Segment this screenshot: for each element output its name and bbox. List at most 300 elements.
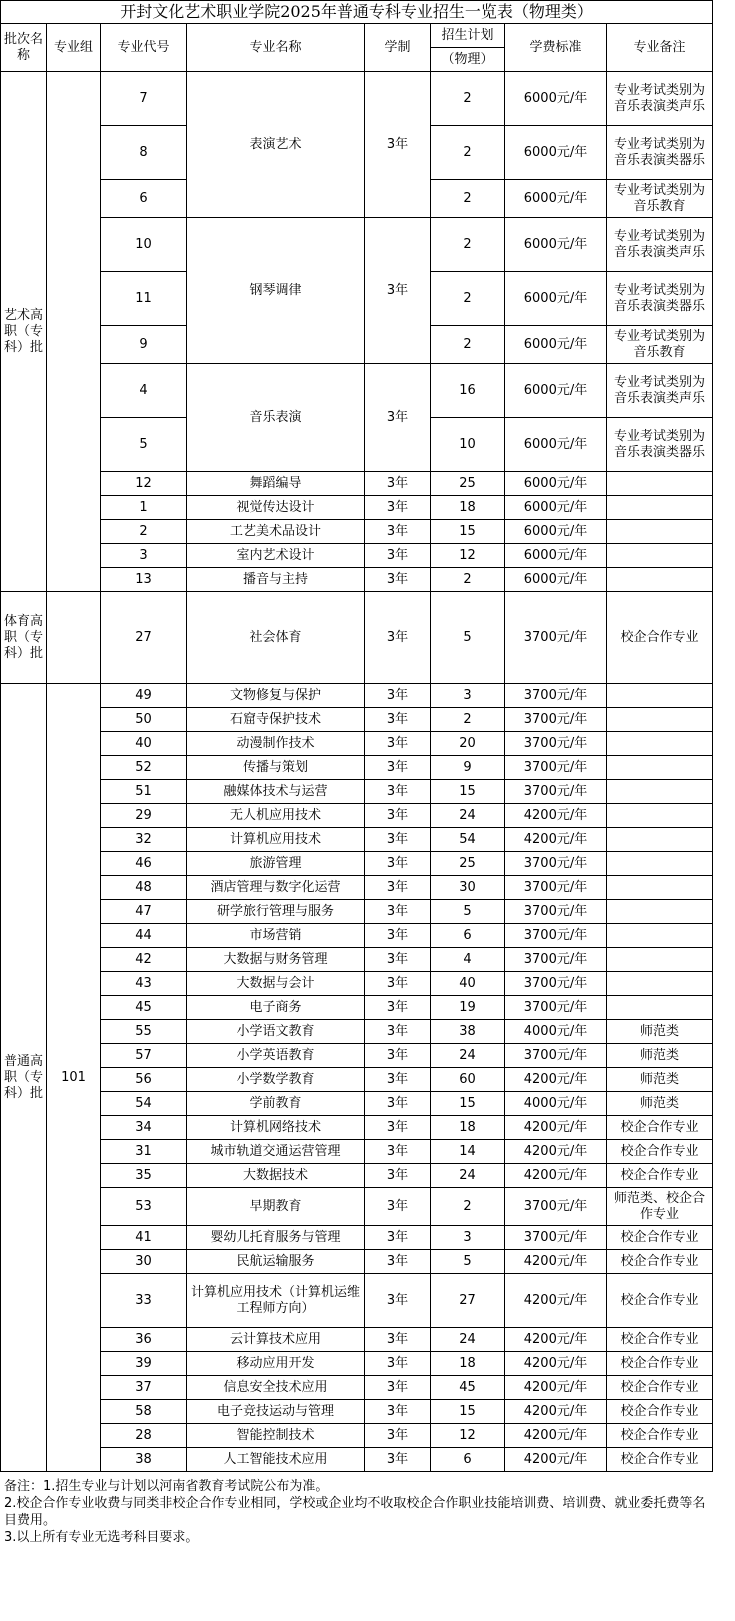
cell-remark xyxy=(607,732,713,756)
cell-tuition: 6000元/年 xyxy=(505,364,607,418)
table-row xyxy=(1,708,713,732)
cell-name: 小学语文教育 xyxy=(187,1020,365,1044)
cell-tuition: 4200元/年 xyxy=(505,1116,607,1140)
cell-code: 13 xyxy=(101,568,187,592)
cell-name: 信息安全技术应用 xyxy=(187,1376,365,1400)
cell-tuition: 6000元/年 xyxy=(505,496,607,520)
cell-tuition: 4200元/年 xyxy=(505,1274,607,1328)
cell-plan: 9 xyxy=(431,756,505,780)
header-batch: 批次名称 xyxy=(1,24,47,72)
cell-code: 31 xyxy=(101,1140,187,1164)
table-row xyxy=(1,996,713,1020)
cell-duration: 3年 xyxy=(365,520,431,544)
cell-remark xyxy=(607,472,713,496)
cell-code: 37 xyxy=(101,1376,187,1400)
cell-plan: 12 xyxy=(431,1424,505,1448)
header-tuition: 学费标准 xyxy=(505,24,607,72)
table-row xyxy=(1,1424,713,1448)
cell-plan: 18 xyxy=(431,1352,505,1376)
cell-tuition: 6000元/年 xyxy=(505,218,607,272)
table-row xyxy=(1,1448,713,1472)
cell-name: 电子竞技运动与管理 xyxy=(187,1400,365,1424)
cell-plan: 24 xyxy=(431,1044,505,1068)
cell-tuition: 4200元/年 xyxy=(505,1140,607,1164)
cell-name: 旅游管理 xyxy=(187,852,365,876)
cell-duration: 3年 xyxy=(365,218,431,364)
cell-plan: 24 xyxy=(431,1164,505,1188)
cell-plan: 54 xyxy=(431,828,505,852)
cell-duration: 3年 xyxy=(365,1020,431,1044)
cell-code: 54 xyxy=(101,1092,187,1116)
table-row xyxy=(1,876,713,900)
batch-general: 普通高职（专科）批 xyxy=(1,684,47,1472)
cell-name: 传播与策划 xyxy=(187,756,365,780)
cell-remark xyxy=(607,924,713,948)
general-batch-rows xyxy=(1,684,713,1472)
cell-tuition: 4200元/年 xyxy=(505,804,607,828)
cell-remark xyxy=(607,804,713,828)
cell-duration: 3年 xyxy=(365,924,431,948)
table-row xyxy=(1,1274,713,1328)
cell-name: 移动应用开发 xyxy=(187,1352,365,1376)
cell-tuition: 6000元/年 xyxy=(505,72,607,126)
cell-duration: 3年 xyxy=(365,828,431,852)
header-remark: 专业备注 xyxy=(607,24,713,72)
table-row xyxy=(1,1226,713,1250)
cell-duration: 3年 xyxy=(365,472,431,496)
cell-tuition: 4000元/年 xyxy=(505,1020,607,1044)
cell-name: 计算机网络技术 xyxy=(187,1116,365,1140)
cell-code: 57 xyxy=(101,1044,187,1068)
table-row xyxy=(1,1020,713,1044)
cell-duration: 3年 xyxy=(365,1424,431,1448)
cell-duration: 3年 xyxy=(365,1448,431,1472)
cell-name: 舞蹈编导 xyxy=(187,472,365,496)
cell-name: 大数据与财务管理 xyxy=(187,948,365,972)
cell-code: 29 xyxy=(101,804,187,828)
cell-remark: 专业考试类别为音乐表演类声乐 xyxy=(607,364,713,418)
cell-remark xyxy=(607,852,713,876)
cell-name: 酒店管理与数字化运营 xyxy=(187,876,365,900)
cell-tuition: 4200元/年 xyxy=(505,828,607,852)
table-row xyxy=(1,1044,713,1068)
cell-remark: 校企合作专业 xyxy=(607,1376,713,1400)
cell-plan: 15 xyxy=(431,520,505,544)
cell-duration: 3年 xyxy=(365,1376,431,1400)
cell-name: 智能控制技术 xyxy=(187,1424,365,1448)
cell-name: 表演艺术 xyxy=(187,72,365,218)
cell-name: 城市轨道交通运营管理 xyxy=(187,1140,365,1164)
table-row xyxy=(1,804,713,828)
cell-code: 43 xyxy=(101,972,187,996)
cell-plan: 38 xyxy=(431,1020,505,1044)
cell-name: 研学旅行管理与服务 xyxy=(187,900,365,924)
table-row xyxy=(1,1092,713,1116)
cell-duration: 3年 xyxy=(365,852,431,876)
cell-code: 2 xyxy=(101,520,187,544)
cell-name: 学前教育 xyxy=(187,1092,365,1116)
table-row xyxy=(1,1140,713,1164)
cell-code: 12 xyxy=(101,472,187,496)
cell-code: 28 xyxy=(101,1424,187,1448)
cell-duration: 3年 xyxy=(365,732,431,756)
cell-remark xyxy=(607,972,713,996)
cell-code: 8 xyxy=(101,126,187,180)
table-row xyxy=(1,756,713,780)
cell-name: 室内艺术设计 xyxy=(187,544,365,568)
cell-code: 41 xyxy=(101,1226,187,1250)
cell-plan: 14 xyxy=(431,1140,505,1164)
cell-plan: 3 xyxy=(431,1226,505,1250)
cell-plan: 5 xyxy=(431,900,505,924)
cell-remark: 专业考试类别为音乐表演类器乐 xyxy=(607,126,713,180)
cell-name: 动漫制作技术 xyxy=(187,732,365,756)
cell-duration: 3年 xyxy=(365,996,431,1020)
cell-tuition: 3700元/年 xyxy=(505,1188,607,1226)
table-row xyxy=(1,780,713,804)
table-row xyxy=(1,852,713,876)
cell-name: 民航运输服务 xyxy=(187,1250,365,1274)
cell-remark: 校企合作专业 xyxy=(607,1250,713,1274)
cell-duration: 3年 xyxy=(365,1400,431,1424)
cell-tuition: 6000元/年 xyxy=(505,180,607,218)
cell-remark: 校企合作专业 xyxy=(607,592,713,684)
note-3: 3.以上所有专业无选考科目要求。 xyxy=(4,1530,199,1545)
cell-plan: 2 xyxy=(431,326,505,364)
table-row xyxy=(1,1116,713,1140)
cell-tuition: 3700元/年 xyxy=(505,900,607,924)
batch-art: 艺术高职（专科）批 xyxy=(1,72,47,592)
cell-code: 3 xyxy=(101,544,187,568)
cell-tuition: 6000元/年 xyxy=(505,418,607,472)
table-row xyxy=(1,948,713,972)
cell-tuition: 3700元/年 xyxy=(505,996,607,1020)
cell-plan: 2 xyxy=(431,1188,505,1226)
cell-name: 视觉传达设计 xyxy=(187,496,365,520)
cell-code: 55 xyxy=(101,1020,187,1044)
cell-code: 5 xyxy=(101,418,187,472)
cell-plan: 16 xyxy=(431,364,505,418)
cell-tuition: 4200元/年 xyxy=(505,1352,607,1376)
cell-code: 1 xyxy=(101,496,187,520)
cell-duration: 3年 xyxy=(365,804,431,828)
table-row xyxy=(1,1188,713,1226)
cell-code: 52 xyxy=(101,756,187,780)
group-art xyxy=(47,72,101,592)
cell-name: 婴幼儿托育服务与管理 xyxy=(187,1226,365,1250)
cell-remark: 校企合作专业 xyxy=(607,1140,713,1164)
cell-duration: 3年 xyxy=(365,1044,431,1068)
cell-remark: 师范类、校企合作专业 xyxy=(607,1188,713,1226)
cell-plan: 15 xyxy=(431,1400,505,1424)
cell-plan: 30 xyxy=(431,876,505,900)
cell-remark: 专业考试类别为音乐表演类声乐 xyxy=(607,218,713,272)
cell-remark: 师范类 xyxy=(607,1044,713,1068)
cell-code: 6 xyxy=(101,180,187,218)
cell-duration: 3年 xyxy=(365,1068,431,1092)
cell-code: 53 xyxy=(101,1188,187,1226)
cell-name: 文物修复与保护 xyxy=(187,684,365,708)
cell-code: 33 xyxy=(101,1274,187,1328)
header-group: 专业组 xyxy=(47,24,101,72)
cell-duration: 3年 xyxy=(365,876,431,900)
cell-tuition: 4000元/年 xyxy=(505,1092,607,1116)
cell-remark xyxy=(607,876,713,900)
cell-duration: 3年 xyxy=(365,948,431,972)
cell-code: 51 xyxy=(101,780,187,804)
cell-name: 播音与主持 xyxy=(187,568,365,592)
cell-code: 11 xyxy=(101,272,187,326)
cell-plan: 4 xyxy=(431,948,505,972)
cell-plan: 27 xyxy=(431,1274,505,1328)
cell-code: 35 xyxy=(101,1164,187,1188)
cell-tuition: 4200元/年 xyxy=(505,1328,607,1352)
cell-plan: 24 xyxy=(431,1328,505,1352)
cell-code: 7 xyxy=(101,72,187,126)
cell-code: 9 xyxy=(101,326,187,364)
cell-remark: 师范类 xyxy=(607,1020,713,1044)
cell-name: 人工智能技术应用 xyxy=(187,1448,365,1472)
group-sport xyxy=(47,592,101,684)
table-row xyxy=(1,972,713,996)
table-row xyxy=(1,1068,713,1092)
cell-duration: 3年 xyxy=(365,1226,431,1250)
cell-name: 钢琴调律 xyxy=(187,218,365,364)
cell-remark: 专业考试类别为音乐教育 xyxy=(607,326,713,364)
cell-plan: 25 xyxy=(431,472,505,496)
cell-duration: 3年 xyxy=(365,1328,431,1352)
cell-duration: 3年 xyxy=(365,1140,431,1164)
cell-name: 电子商务 xyxy=(187,996,365,1020)
cell-remark: 校企合作专业 xyxy=(607,1274,713,1328)
cell-tuition: 3700元/年 xyxy=(505,1226,607,1250)
cell-plan: 20 xyxy=(431,732,505,756)
table-row xyxy=(1,828,713,852)
cell-tuition: 3700元/年 xyxy=(505,780,607,804)
cell-tuition: 6000元/年 xyxy=(505,126,607,180)
cell-tuition: 6000元/年 xyxy=(505,568,607,592)
cell-plan: 15 xyxy=(431,1092,505,1116)
cell-duration: 3年 xyxy=(365,1188,431,1226)
cell-tuition: 3700元/年 xyxy=(505,948,607,972)
cell-name: 石窟寺保护技术 xyxy=(187,708,365,732)
cell-plan: 12 xyxy=(431,544,505,568)
cell-remark xyxy=(607,520,713,544)
header-code: 专业代号 xyxy=(101,24,187,72)
cell-tuition: 3700元/年 xyxy=(505,972,607,996)
cell-plan: 2 xyxy=(431,72,505,126)
group-general: 101 xyxy=(47,684,101,1472)
cell-name: 社会体育 xyxy=(187,592,365,684)
cell-tuition: 3700元/年 xyxy=(505,732,607,756)
cell-name: 早期教育 xyxy=(187,1188,365,1226)
cell-duration: 3年 xyxy=(365,900,431,924)
cell-tuition: 4200元/年 xyxy=(505,1424,607,1448)
cell-plan: 3 xyxy=(431,684,505,708)
table-title: 开封文化艺术职业学院2025年普通专科专业招生一览表（物理类） xyxy=(1,1,713,24)
cell-plan: 60 xyxy=(431,1068,505,1092)
cell-remark: 校企合作专业 xyxy=(607,1352,713,1376)
table-row xyxy=(1,1328,713,1352)
cell-plan: 5 xyxy=(431,592,505,684)
cell-plan: 45 xyxy=(431,1376,505,1400)
header-plan-sub: （物理） xyxy=(431,48,505,72)
cell-remark xyxy=(607,544,713,568)
cell-duration: 3年 xyxy=(365,72,431,218)
note-2: 2.校企合作专业收费与同类非校企合作专业相同，学校或企业均不收取校企合作职业技能培训费、培训费、就业委托费等名目费用。 xyxy=(4,1496,706,1528)
cell-remark xyxy=(607,828,713,852)
cell-plan: 2 xyxy=(431,180,505,218)
cell-code: 36 xyxy=(101,1328,187,1352)
table-row xyxy=(1,684,713,708)
batch-sport: 体育高职（专科）批 xyxy=(1,592,47,684)
cell-tuition: 3700元/年 xyxy=(505,1044,607,1068)
note-1: 备注：1.招生专业与计划以河南省教育考试院公布为准。 xyxy=(4,1479,329,1494)
cell-duration: 3年 xyxy=(365,1164,431,1188)
cell-plan: 25 xyxy=(431,852,505,876)
cell-code: 39 xyxy=(101,1352,187,1376)
table-row xyxy=(1,1352,713,1376)
cell-duration: 3年 xyxy=(365,592,431,684)
cell-tuition: 3700元/年 xyxy=(505,852,607,876)
cell-remark: 师范类 xyxy=(607,1068,713,1092)
cell-remark: 校企合作专业 xyxy=(607,1164,713,1188)
cell-plan: 19 xyxy=(431,996,505,1020)
cell-tuition: 3700元/年 xyxy=(505,684,607,708)
cell-tuition: 4200元/年 xyxy=(505,1400,607,1424)
cell-remark: 校企合作专业 xyxy=(607,1226,713,1250)
cell-name: 融媒体技术与运营 xyxy=(187,780,365,804)
cell-tuition: 3700元/年 xyxy=(505,708,607,732)
cell-duration: 3年 xyxy=(365,756,431,780)
cell-duration: 3年 xyxy=(365,1274,431,1328)
table-row xyxy=(1,1164,713,1188)
cell-plan: 40 xyxy=(431,972,505,996)
cell-plan: 15 xyxy=(431,780,505,804)
table-row xyxy=(1,732,713,756)
cell-code: 58 xyxy=(101,1400,187,1424)
cell-name: 小学英语教育 xyxy=(187,1044,365,1068)
cell-remark xyxy=(607,780,713,804)
table-row xyxy=(1,924,713,948)
cell-tuition: 4200元/年 xyxy=(505,1164,607,1188)
cell-code: 47 xyxy=(101,900,187,924)
table-row xyxy=(1,1400,713,1424)
cell-tuition: 6000元/年 xyxy=(505,472,607,496)
cell-tuition: 6000元/年 xyxy=(505,520,607,544)
cell-code: 38 xyxy=(101,1448,187,1472)
cell-code: 32 xyxy=(101,828,187,852)
cell-plan: 18 xyxy=(431,496,505,520)
cell-code: 49 xyxy=(101,684,187,708)
cell-remark xyxy=(607,996,713,1020)
cell-name: 市场营销 xyxy=(187,924,365,948)
cell-tuition: 3700元/年 xyxy=(505,592,607,684)
cell-code: 50 xyxy=(101,708,187,732)
cell-remark: 校企合作专业 xyxy=(607,1424,713,1448)
cell-code: 42 xyxy=(101,948,187,972)
cell-plan: 2 xyxy=(431,708,505,732)
cell-remark: 专业考试类别为音乐教育 xyxy=(607,180,713,218)
cell-tuition: 6000元/年 xyxy=(505,272,607,326)
cell-code: 4 xyxy=(101,364,187,418)
cell-code: 45 xyxy=(101,996,187,1020)
header-name: 专业名称 xyxy=(187,24,365,72)
cell-tuition: 3700元/年 xyxy=(505,876,607,900)
cell-code: 48 xyxy=(101,876,187,900)
cell-remark xyxy=(607,496,713,520)
cell-plan: 2 xyxy=(431,218,505,272)
cell-name: 无人机应用技术 xyxy=(187,804,365,828)
cell-duration: 3年 xyxy=(365,780,431,804)
cell-plan: 5 xyxy=(431,1250,505,1274)
cell-duration: 3年 xyxy=(365,708,431,732)
cell-duration: 3年 xyxy=(365,364,431,472)
notes xyxy=(0,1472,712,1546)
cell-name: 计算机应用技术 xyxy=(187,828,365,852)
cell-remark: 专业考试类别为音乐表演类器乐 xyxy=(607,272,713,326)
cell-duration: 3年 xyxy=(365,496,431,520)
cell-code: 44 xyxy=(101,924,187,948)
cell-code: 46 xyxy=(101,852,187,876)
cell-duration: 3年 xyxy=(365,684,431,708)
cell-remark: 专业考试类别为音乐表演类声乐 xyxy=(607,72,713,126)
cell-remark xyxy=(607,684,713,708)
table-row xyxy=(1,1376,713,1400)
cell-remark xyxy=(607,948,713,972)
cell-remark: 专业考试类别为音乐表演类器乐 xyxy=(607,418,713,472)
cell-name: 工艺美术品设计 xyxy=(187,520,365,544)
cell-duration: 3年 xyxy=(365,1250,431,1274)
cell-plan: 2 xyxy=(431,126,505,180)
cell-duration: 3年 xyxy=(365,1116,431,1140)
cell-plan: 18 xyxy=(431,1116,505,1140)
table-row xyxy=(1,900,713,924)
cell-code: 27 xyxy=(101,592,187,684)
cell-remark xyxy=(607,568,713,592)
cell-code: 40 xyxy=(101,732,187,756)
cell-name: 大数据技术 xyxy=(187,1164,365,1188)
cell-remark: 校企合作专业 xyxy=(607,1400,713,1424)
cell-tuition: 6000元/年 xyxy=(505,544,607,568)
cell-plan: 24 xyxy=(431,804,505,828)
cell-remark: 师范类 xyxy=(607,1092,713,1116)
cell-duration: 3年 xyxy=(365,544,431,568)
cell-duration: 3年 xyxy=(365,972,431,996)
cell-duration: 3年 xyxy=(365,1092,431,1116)
cell-duration: 3年 xyxy=(365,568,431,592)
cell-tuition: 3700元/年 xyxy=(505,756,607,780)
cell-plan: 2 xyxy=(431,272,505,326)
cell-remark xyxy=(607,708,713,732)
cell-tuition: 4200元/年 xyxy=(505,1376,607,1400)
cell-code: 30 xyxy=(101,1250,187,1274)
cell-plan: 2 xyxy=(431,568,505,592)
cell-tuition: 4200元/年 xyxy=(505,1448,607,1472)
cell-tuition: 4200元/年 xyxy=(505,1068,607,1092)
cell-name: 大数据与会计 xyxy=(187,972,365,996)
cell-code: 10 xyxy=(101,218,187,272)
cell-tuition: 6000元/年 xyxy=(505,326,607,364)
cell-name: 云计算技术应用 xyxy=(187,1328,365,1352)
cell-plan: 6 xyxy=(431,924,505,948)
cell-remark: 校企合作专业 xyxy=(607,1448,713,1472)
cell-remark xyxy=(607,756,713,780)
cell-code: 56 xyxy=(101,1068,187,1092)
header-plan: 招生计划 xyxy=(431,24,505,48)
cell-remark: 校企合作专业 xyxy=(607,1328,713,1352)
cell-code: 34 xyxy=(101,1116,187,1140)
